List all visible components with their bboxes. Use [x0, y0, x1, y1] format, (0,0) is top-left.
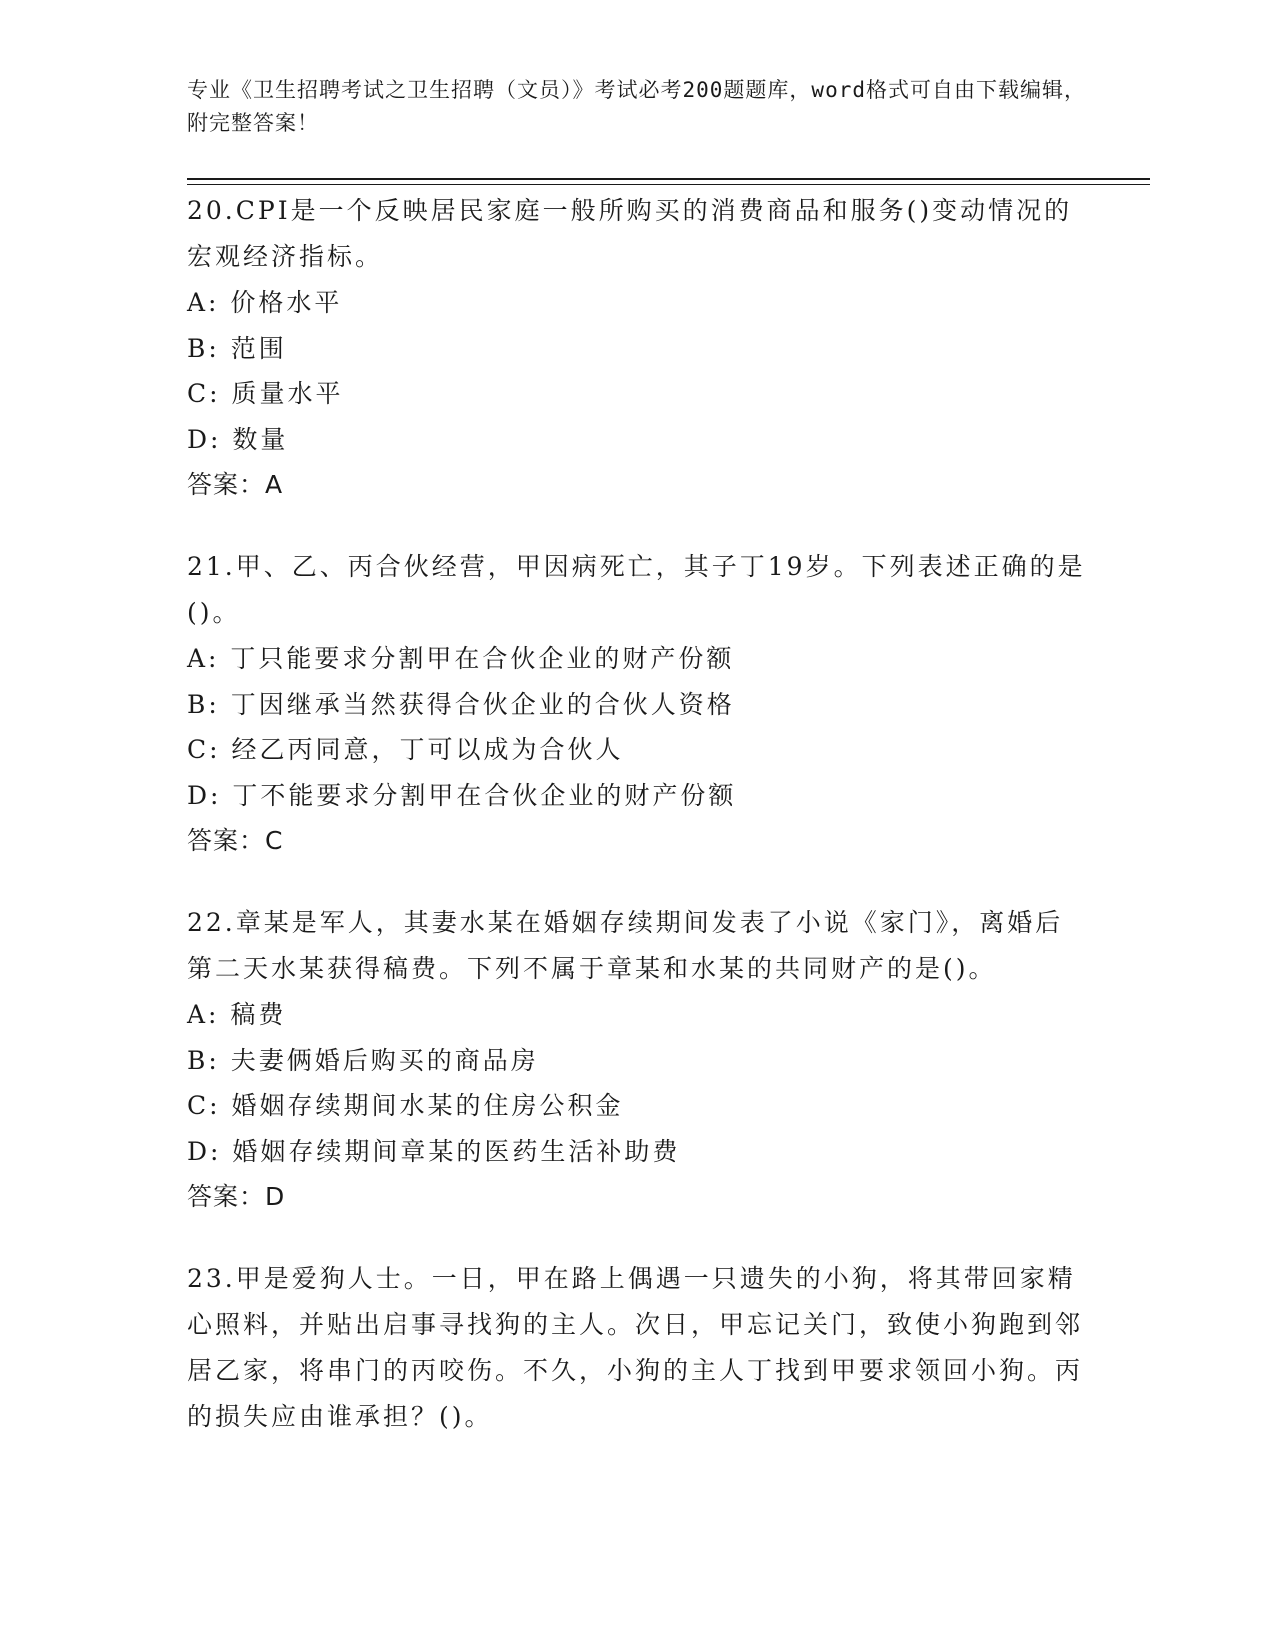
option-b: B: 丁因继承当然获得合伙企业的合伙人资格 — [187, 689, 735, 719]
header-divider-thin — [187, 184, 1150, 185]
question-list — [187, 188, 1087, 1476]
option-d: D: 婚姻存续期间章某的医药生活补助费 — [187, 1136, 681, 1166]
option-c: C: 婚姻存续期间水某的住房公积金 — [187, 1091, 624, 1120]
question-20 — [187, 188, 1087, 508]
option-b: B: 夫妻俩婚后购买的商品房 — [187, 1045, 539, 1075]
question-text: 22.章某是军人，其妻水某在婚姻存续期间发表了小说《家门》，离婚后第二天水某获得稿费。下列不属于章某和水某的共同财产的是()。 — [187, 908, 1064, 983]
header-divider-thick — [187, 178, 1150, 180]
answer-label: 答案： — [187, 470, 266, 499]
answer-line — [187, 818, 1087, 864]
answer-line — [187, 462, 1087, 508]
option-c: C: 经乙丙同意，丁可以成为合伙人 — [187, 735, 624, 764]
option-a: A: 稿费 — [187, 1000, 287, 1029]
question-text: 23.甲是爱狗人士。一日，甲在路上偶遇一只遗失的小狗，将其带回家精心照料，并贴出启事寻找狗的主人。次日，甲忘记关门，致使小狗跑到邻居乙家，将串门的丙咬伤。不久，小狗的主人丁找到甲要求领回小狗。丙的损失应由谁承担？()。 — [187, 1264, 1084, 1431]
answer-value: A — [265, 470, 284, 499]
answer-line — [187, 1174, 1087, 1220]
option-a: A: 价格水平 — [187, 288, 343, 317]
question-text: 21.甲、乙、丙合伙经营，甲因病死亡，其子丁19岁。下列表述正确的是()。 — [187, 552, 1086, 627]
question-21 — [187, 544, 1087, 864]
question-23 — [187, 1256, 1087, 1440]
option-a: A: 丁只能要求分割甲在合伙企业的财产份额 — [187, 644, 735, 673]
question-text: 20.CPI是一个反映居民家庭一般所购买的消费商品和服务()变动情况的宏观经济指标。 — [187, 196, 1073, 271]
option-c: C: 质量水平 — [187, 379, 344, 408]
option-d: D: 丁不能要求分割甲在合伙企业的财产份额 — [187, 780, 737, 810]
document-header — [187, 74, 1087, 140]
answer-label: 答案： — [187, 826, 266, 855]
answer-value: D — [265, 1182, 286, 1211]
option-b: B: 范围 — [187, 333, 287, 363]
question-22 — [187, 900, 1087, 1220]
answer-label: 答案： — [187, 1182, 266, 1211]
option-d: D: 数量 — [187, 424, 289, 454]
header-intro-text: 专业《卫生招聘考试之卫生招聘（文员）》考试必考200题题库，word格式可自由下载编辑，附完整答案！ — [187, 78, 1086, 135]
answer-value: C — [265, 826, 284, 855]
